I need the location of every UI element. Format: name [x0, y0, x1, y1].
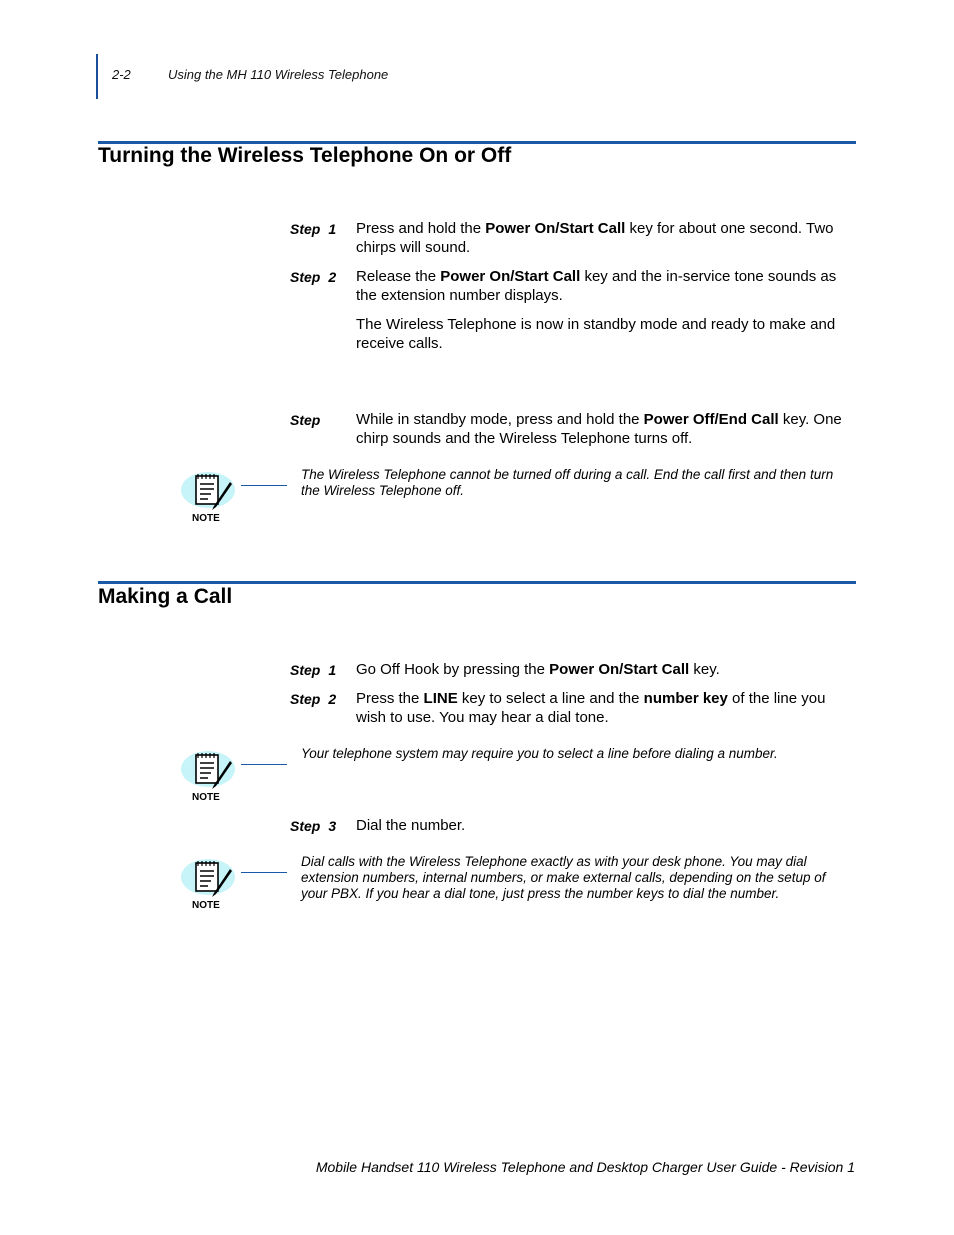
note-rule	[241, 872, 287, 873]
step-text: Release the Power On/Start Call key and the in-service tone sounds as the extension number displays.	[356, 268, 837, 304]
notepad-pen-icon	[180, 747, 240, 803]
notepad-pen-icon	[180, 468, 240, 524]
section-title-making-a-call: Making a Call	[98, 585, 233, 608]
step-label: Step	[290, 412, 321, 428]
step-label: Step 2	[290, 269, 337, 285]
step-text: Press the LINE key to select a line and the number key of the line you wish to use. You may hear a dial tone.	[356, 690, 826, 726]
header-chapter-title: Using the MH 110 Wireless Telephone	[168, 67, 389, 82]
step-label: Step 3	[290, 818, 337, 834]
svg-text:NOTE: NOTE	[192, 513, 220, 524]
note-rule	[241, 485, 287, 486]
step-label: Step 2	[290, 691, 337, 707]
standby-paragraph: The Wireless Telephone is now in standby mode and ready to make and receive calls.	[356, 316, 836, 352]
section-title-turning-on-off: Turning the Wireless Telephone On or Off	[98, 144, 512, 167]
step-label: Step 1	[290, 221, 337, 237]
header-page-number: 2-2	[112, 67, 131, 82]
note-text: Dial calls with the Wireless Telephone exactly as with your desk phone. You may dial extension numbers, internal numbers, or make external calls, depending on the setup of your PBX. If you hear a dial tone, just press the number keys to dial the number.	[301, 854, 826, 901]
step-label: Step 1	[290, 662, 337, 678]
note-text: Your telephone system may require you to select a line before dialing a number.	[301, 746, 778, 761]
header-margin-bar	[96, 54, 98, 99]
svg-text:NOTE: NOTE	[192, 900, 220, 911]
section-rule	[98, 581, 856, 584]
step-text: Go Off Hook by pressing the Power On/Start Call key.	[356, 661, 720, 678]
step-text: While in standby mode, press and hold the Power Off/End Call key. One chirp sounds and the Wireless Telephone turns off.	[356, 411, 842, 447]
svg-text:NOTE: NOTE	[192, 792, 220, 803]
notepad-pen-icon	[180, 855, 240, 911]
note-text: The Wireless Telephone cannot be turned off during a call. End the call first and then turn the Wireless Telephone off.	[301, 467, 834, 498]
step-text: Dial the number.	[356, 817, 466, 834]
step-text: Press and hold the Power On/Start Call key for about one second. Two chirps will sound.	[356, 220, 834, 256]
page-footer: Mobile Handset 110 Wireless Telephone and Desktop Charger User Guide - Revision 1	[315, 1159, 855, 1175]
note-rule	[241, 764, 287, 765]
